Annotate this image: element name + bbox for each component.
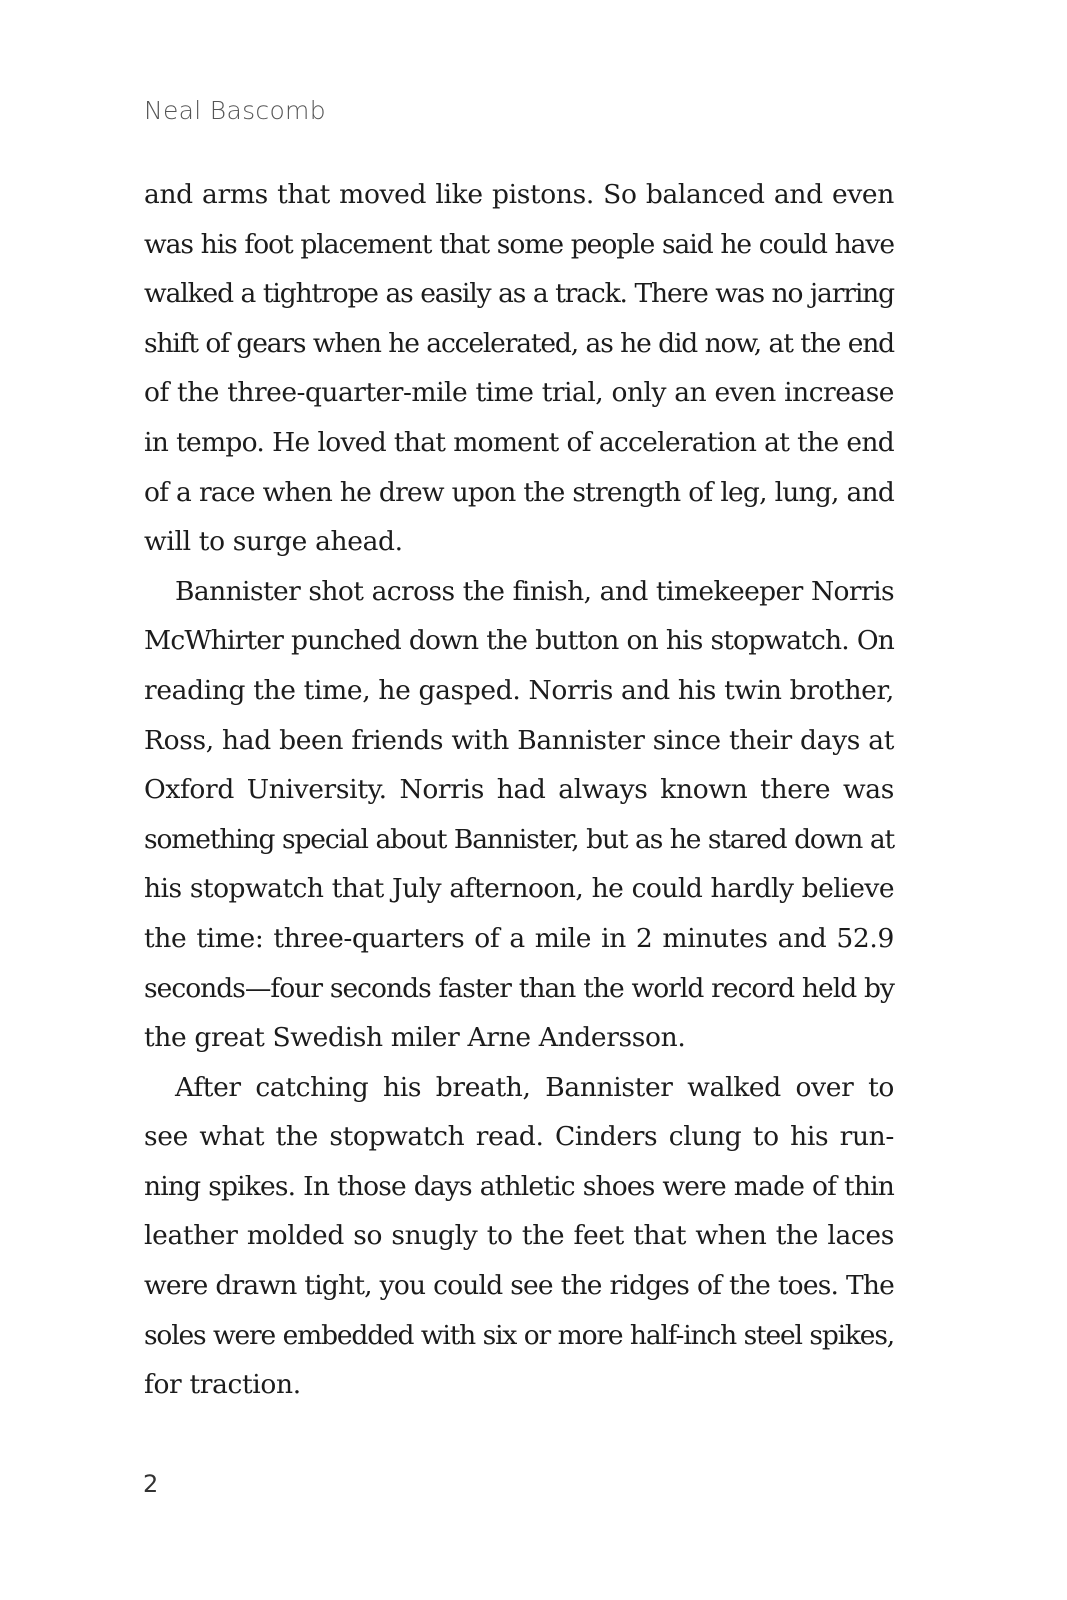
text-line: of the three-quarter-mile time trial, only an even increase bbox=[144, 377, 894, 409]
text-line: shift of gears when he accelerated, as he did now, at the end bbox=[144, 327, 894, 359]
text-line: will to surge ahead. bbox=[144, 526, 403, 558]
text-line: McWhirter punched down the button on his stopwatch. On bbox=[144, 625, 894, 657]
text-line: something special about Bannister, but as he stared down at bbox=[144, 823, 894, 855]
text-line: of a race when he drew upon the strength of leg, lung, and bbox=[144, 476, 894, 508]
running-head-author: Neal Bascomb bbox=[144, 96, 326, 125]
text-line: Oxford University. Norris had always known there was bbox=[144, 774, 894, 806]
text-line: Ross, had been friends with Bannister since their days at bbox=[144, 724, 894, 756]
text-line: were drawn tight, you could see the ridges of the toes. The bbox=[144, 1270, 894, 1302]
text-line: the great Swedish miler Arne Andersson. bbox=[144, 1022, 686, 1054]
text-line: the time: three-quarters of a mile in 2 minutes and 52.9 bbox=[144, 922, 894, 954]
text-line: was his foot placement that some people said he could have bbox=[144, 228, 894, 260]
paragraph bbox=[144, 1063, 894, 1410]
text-line: ning spikes. In those days athletic shoes were made of thin bbox=[144, 1170, 894, 1202]
text-line: leather molded so snugly to the feet that when the laces bbox=[144, 1220, 894, 1252]
text-line: Bannister shot across the finish, and timekeeper Norris bbox=[175, 575, 894, 607]
page-number: 2 bbox=[143, 1470, 159, 1498]
text-line: and arms that moved like pistons. So balanced and even bbox=[144, 179, 894, 210]
text-line: his stopwatch that July afternoon, he could hardly believe bbox=[144, 873, 894, 905]
text-line: in tempo. He loved that moment of acceleration at the end bbox=[144, 426, 894, 458]
paragraph bbox=[144, 170, 894, 567]
paragraph bbox=[144, 567, 894, 1063]
text-line: soles were embedded with six or more half-inch steel spikes, bbox=[144, 1319, 894, 1351]
text-line: see what the stopwatch read. Cinders clung to his run- bbox=[144, 1121, 894, 1153]
text-line: After catching his breath, Bannister walked over to bbox=[175, 1071, 894, 1103]
text-line: walked a tightrope as easily as a track. There was no jarring bbox=[144, 278, 894, 310]
text-line: reading the time, he gasped. Norris and his twin brother, bbox=[144, 674, 894, 706]
body-text bbox=[144, 170, 894, 1410]
text-line: for traction. bbox=[144, 1369, 301, 1401]
text-line: seconds—four seconds faster than the world record held by bbox=[144, 972, 894, 1004]
